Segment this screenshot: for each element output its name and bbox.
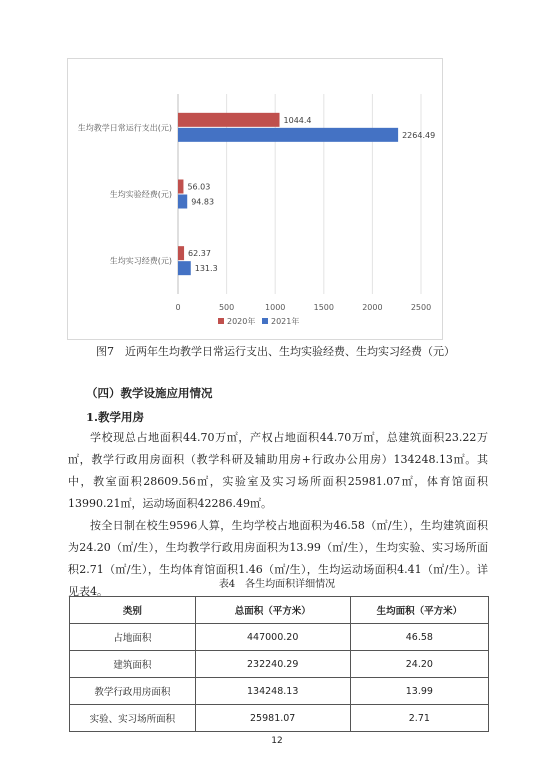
bar [178,246,184,260]
legend-swatch [262,318,268,324]
x-tick-label: 1500 [313,303,334,312]
category-label: 生均实验经费(元) [109,190,172,199]
data-label: 2264.49 [402,130,436,140]
table-cell: 占地面积 [70,624,196,651]
table-row [70,705,489,732]
table-cell: 建筑面积 [70,651,196,678]
page-number: 12 [271,736,283,746]
data-label: 62.37 [188,249,211,259]
table-cell: 25981.07 [195,705,350,732]
data-label: 131.3 [194,264,218,274]
table-header-row [70,597,489,624]
category-label: 生均教学日常运行支出(元) [77,123,172,133]
table-cell: 232240.29 [195,651,350,678]
legend-swatch [218,318,224,324]
legend-label: 2021年 [271,317,300,326]
x-tick-label: 500 [218,303,235,312]
data-label: 56.03 [187,182,211,192]
table-header-per-student: 生均面积（平方米） [350,597,488,624]
chart-frame [67,58,443,340]
table-header-category: 类别 [70,597,196,624]
x-tick-label: 0 [175,303,181,312]
bar-chart [68,59,442,339]
table-cell: 实验、实习场所面积 [70,705,196,732]
table-header-total: 总面积（平方米） [195,597,350,624]
paragraph-2-text: 按全日制在校生9596人算，生均学校占地面积为46.58（㎡/生），生均建筑面积为24.20（㎡/生），生均教学行政用房面积为13.99（㎡/生），生均实验、实习场所面积2.71（㎡/生），生均体育馆面积1.46（㎡/生），生均运动场面积4.41（㎡/生）。详见表4。 [68,519,488,598]
paragraph-1-text: 学校现总占地面积44.70万㎡，产权占地面积44.70万㎡，总建筑面积23.22万㎡，教学行政用房面积（教学科研及辅助用房+行政办公用房）134248.13㎡。其中，教室面积28609.56㎡，实验室及实习场所面积25981.07㎡，体育馆面积13990.21㎡，运动场面积42286.49㎡。 [68,431,488,510]
table-row [70,624,489,651]
data-label: 1044.4 [283,115,312,125]
category-label: 生均实习经费(元) [109,256,172,266]
table-cell: 447000.20 [195,624,350,651]
bar [178,261,191,275]
data-label: 94.83 [191,197,215,207]
table-cell: 46.58 [350,624,488,651]
x-tick-label: 1000 [265,303,286,312]
table-cell: 2.71 [350,705,488,732]
bar [178,128,398,142]
x-tick-label: 2500 [410,303,432,312]
table-cell: 13.99 [350,678,488,705]
legend-label: 2020年 [227,317,256,326]
bar [178,195,187,209]
table-caption: 表4 各生均面积详细情况 [218,579,336,590]
sub-heading: 1.教学用房 [86,410,145,424]
section-heading: （四）教学设施应用情况 [86,386,213,400]
table-row [70,651,489,678]
table-cell: 教学行政用房面积 [70,678,196,705]
bar [178,180,183,194]
figure-caption: 图7 近两年生均教学日常运行支出、生均实验经费、生均实习经费（元） [96,345,455,358]
area-table [69,596,489,732]
x-tick-label: 2000 [362,303,383,312]
table-cell: 134248.13 [195,678,350,705]
table-row [70,678,489,705]
table-cell: 24.20 [350,651,488,678]
paragraph-1 [68,427,488,515]
bar [178,113,280,127]
